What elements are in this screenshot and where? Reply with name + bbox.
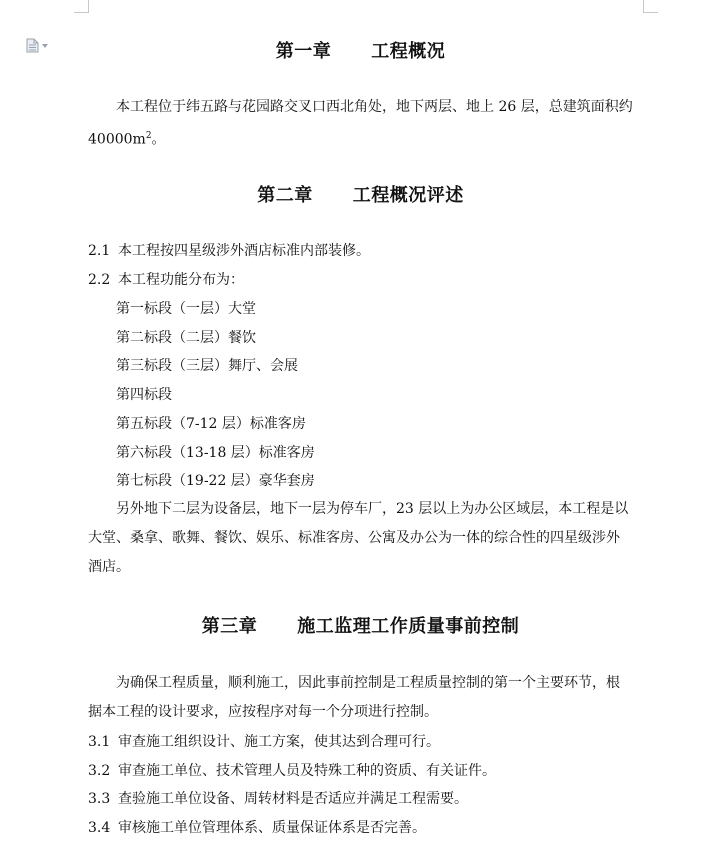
list-item (88, 270, 244, 290)
chapter-1-title: 工程概况 (371, 41, 446, 62)
item-text: 查验施工单位设备、周转材料是否适应并满足工程需要。 (118, 791, 468, 807)
chapter-3-paragraph: 为确保工程质量，顺利施工，因此事前控制是工程质量控制的第一个主要环节，根据本工程的设计要求，应按程序对每一个分项进行控制。 (88, 675, 620, 720)
item-number: 2.2 (88, 272, 111, 288)
section-line: 第五标段（7-12 层）标准客房 (116, 416, 306, 432)
section-line: 第三标段（三层）舞厅、会展 (116, 358, 298, 374)
item-text: 审查施工单位、技术管理人员及特殊工种的资质、有关证件。 (118, 763, 496, 779)
item-number: 3.4 (88, 820, 111, 836)
chapter-2-title: 工程概况评述 (352, 185, 464, 206)
chevron-down-icon (42, 44, 48, 48)
item-text: 审核施工单位管理体系、质量保证体系是否完善。 (118, 820, 426, 836)
chapter-1-paragraph (88, 93, 633, 155)
chapter-1-paragraph-text: 本工程位于纬五路与花园路交叉口西北角处，地下两层、地上 26 层，总建筑面积约 40000m (88, 99, 633, 148)
item-number: 3.1 (88, 734, 111, 750)
chapter-1-paragraph-end: 。 (151, 131, 166, 148)
chapter-3-heading (88, 612, 633, 638)
document-menu-button[interactable] (26, 38, 48, 53)
chapter-1-label: 第一章 (275, 41, 332, 62)
document-icon (26, 38, 39, 53)
list-item (88, 789, 468, 809)
item-text: 本工程功能分布为： (118, 272, 244, 288)
item-number: 2.1 (88, 243, 111, 259)
chapter-1-heading (88, 37, 633, 63)
section-line: 第六标段（13-18 层）标准客房 (116, 445, 315, 461)
item-number: 3.2 (88, 763, 111, 779)
section-line: 第一标段（一层）大堂 (116, 301, 256, 317)
page-corner-mark-left (74, 0, 89, 13)
chapter-3-label: 第三章 (201, 616, 258, 637)
section-line: 第七标段（19-22 层）豪华套房 (116, 473, 315, 489)
chapter-3-title: 施工监理工作质量事前控制 (297, 616, 520, 637)
item-text: 审查施工组织设计、施工方案，使其达到合理可行。 (118, 734, 440, 750)
area-unit-superscript: 2 (145, 131, 152, 141)
item-text: 本工程按四星级涉外酒店标准内部装修。 (118, 243, 370, 259)
list-item (88, 818, 426, 838)
list-item (88, 732, 440, 752)
section-line: 第二标段（二层）餐饮 (116, 330, 256, 346)
chapter-2-heading (88, 181, 633, 207)
chapter-2-paragraph: 另外地下二层为设备层，地下一层为停车厂，23 层以上为办公区域层，本工程是以大堂、桑拿、歌舞、餐饮、娱乐、标准客房、公寓及办公为一体的综合性的四星级涉外酒店。 (88, 501, 629, 575)
list-item (88, 241, 370, 261)
item-number: 3.3 (88, 791, 111, 807)
section-line: 第四标段 (116, 387, 172, 403)
chapter-2-label: 第二章 (257, 185, 313, 206)
page-corner-mark-right (643, 0, 658, 13)
list-item (88, 761, 496, 781)
